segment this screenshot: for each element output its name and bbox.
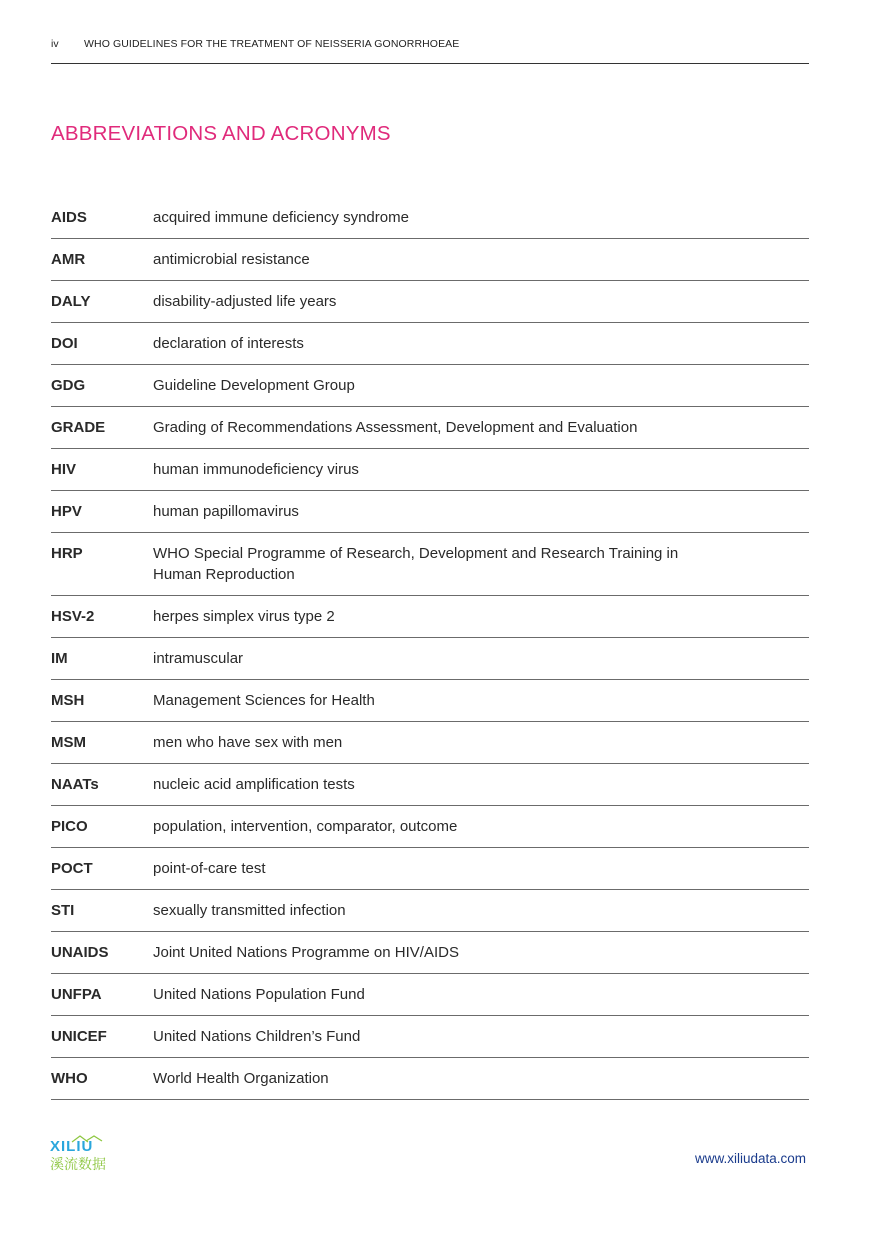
abbreviation-definition: Management Sciences for Health — [153, 692, 375, 709]
abbreviation-row — [51, 932, 809, 974]
logo-latin-text: XILIU — [50, 1138, 94, 1155]
logo-chinese-text: 溪流数据 — [50, 1157, 106, 1173]
abbreviation-row — [51, 491, 809, 533]
abbreviation-definition: intramuscular — [153, 650, 244, 667]
abbreviation-term: STI — [51, 902, 75, 919]
abbreviation-definition: Joint United Nations Programme on HIV/AIDS — [153, 944, 459, 961]
abbreviation-row — [51, 638, 809, 680]
abbreviation-term: WHO — [51, 1070, 88, 1087]
abbreviation-definition: herpes simplex virus type 2 — [153, 608, 335, 625]
abbreviation-term: DALY — [51, 293, 91, 310]
abbreviation-term: PICO — [51, 818, 88, 835]
abbreviation-row — [51, 239, 809, 281]
abbreviation-row — [51, 197, 809, 239]
abbreviation-term: HIV — [51, 461, 77, 478]
abbreviation-row — [51, 974, 809, 1016]
abbreviation-term: AIDS — [51, 209, 87, 226]
abbreviation-definition: United Nations Population Fund — [153, 986, 365, 1003]
abbreviation-term: GRADE — [51, 419, 106, 436]
abbreviation-definition: World Health Organization — [153, 1070, 329, 1087]
abbreviation-term: MSM — [51, 734, 86, 751]
abbreviation-row — [51, 890, 809, 932]
abbreviation-term: MSH — [51, 692, 85, 709]
abbreviation-row — [51, 848, 809, 890]
logo-letters — [50, 1138, 93, 1155]
abbreviation-term: UNFPA — [51, 986, 102, 1003]
abbreviation-term: UNAIDS — [51, 944, 109, 961]
page-number: iv — [51, 38, 59, 50]
abbreviation-definition: sexually transmitted infection — [153, 902, 346, 919]
abbreviation-row — [51, 323, 809, 365]
abbreviation-definition: acquired immune deficiency syndrome — [153, 209, 409, 226]
abbreviation-row — [51, 281, 809, 323]
abbreviation-row — [51, 680, 809, 722]
abbreviation-term: AMR — [51, 251, 86, 268]
abbreviation-definition: United Nations Children’s Fund — [153, 1028, 361, 1045]
footer-url[interactable]: www.xiliudata.com — [694, 1151, 806, 1166]
abbreviations-table — [51, 197, 809, 1100]
abbreviation-row — [51, 722, 809, 764]
header-rule — [51, 63, 809, 64]
running-header — [51, 38, 809, 50]
abbreviation-row — [51, 365, 809, 407]
abbreviation-definition: disability-adjusted life years — [153, 293, 337, 310]
abbreviation-definition: WHO Special Programme of Research, Development and Research Training in Human Reproduction — [153, 545, 679, 583]
abbreviation-row — [51, 449, 809, 491]
section-title: ABBREVIATIONS AND ACRONYMS — [51, 122, 391, 145]
document-title: WHO GUIDELINES FOR THE TREATMENT OF NEISSERIA GONORRHOEAE — [84, 38, 460, 50]
abbreviation-row — [51, 1016, 809, 1058]
abbreviation-term: HRP — [51, 545, 83, 562]
abbreviation-term: POCT — [51, 860, 93, 877]
abbreviation-row — [51, 1058, 809, 1100]
abbreviation-definition: Guideline Development Group — [153, 377, 355, 394]
abbreviation-term: NAATs — [51, 776, 99, 793]
abbreviation-definition: men who have sex with men — [153, 734, 343, 751]
abbreviation-definition: human papillomavirus — [153, 503, 299, 520]
abbreviation-term: UNICEF — [51, 1028, 107, 1045]
abbreviation-row — [51, 407, 809, 449]
abbreviation-definition: human immunodeficiency virus — [153, 461, 359, 478]
xiliu-logo — [50, 1133, 140, 1173]
abbreviation-term: HSV-2 — [51, 608, 95, 625]
abbreviation-definition: antimicrobial resistance — [153, 251, 310, 268]
abbreviation-row — [51, 533, 809, 596]
abbreviation-definition: declaration of interests — [153, 335, 304, 352]
abbreviation-definition: point-of-care test — [153, 860, 266, 877]
abbreviation-definition: population, intervention, comparator, outcome — [153, 818, 458, 835]
abbreviation-definition: Grading of Recommendations Assessment, Development and Evaluation — [153, 419, 638, 436]
abbreviation-term: DOI — [51, 335, 78, 352]
abbreviation-row — [51, 596, 809, 638]
abbreviation-term: IM — [51, 650, 68, 667]
abbreviation-row — [51, 806, 809, 848]
abbreviation-row — [51, 764, 809, 806]
abbreviation-definition: nucleic acid amplification tests — [153, 776, 355, 793]
abbreviation-term: HPV — [51, 503, 82, 520]
abbreviation-term: GDG — [51, 377, 86, 394]
